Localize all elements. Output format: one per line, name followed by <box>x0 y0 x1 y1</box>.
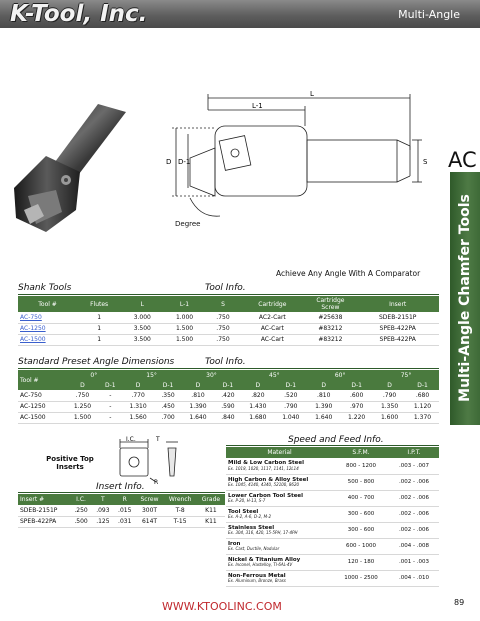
table-cell: 1.310 <box>122 401 155 412</box>
table-cell: #25638 <box>304 312 356 323</box>
sub-header: D <box>182 380 215 390</box>
material-cell <box>226 490 333 506</box>
table-cell: 1.500 <box>163 334 205 345</box>
angle-header: 15° <box>122 370 182 380</box>
table-cell: T-15 <box>163 516 196 527</box>
table-cell: 1.500 <box>66 412 99 423</box>
table-cell: SPEB-422PA <box>18 516 70 527</box>
page-number: 89 <box>454 598 465 607</box>
material-cell <box>226 458 333 474</box>
preset-title: Standard Preset Angle Dimensions <box>18 357 175 367</box>
shank-title: Shank Tools <box>18 283 72 293</box>
table-cell: .520 <box>274 390 307 401</box>
angle-header: 0° <box>66 370 122 380</box>
table-cell: SDEB-2151P <box>18 505 70 516</box>
table-cell: 1.640 <box>182 412 215 423</box>
table-cell: 1.120 <box>406 401 439 412</box>
table-cell: 3.000 <box>121 312 163 323</box>
table-cell: - <box>99 401 122 412</box>
table-row <box>18 505 225 516</box>
sub-header: D-1 <box>155 380 182 390</box>
material-cell <box>226 570 333 586</box>
table-cell: .810 <box>307 390 340 401</box>
material-example: Ex. 1045, 4140, 4340, 52100, 8620 <box>228 481 300 487</box>
sub-header: D <box>373 380 406 390</box>
insert-title: Insert Info. <box>96 482 145 492</box>
table-cell: .004 - .008 <box>389 538 439 554</box>
table-row <box>18 516 225 527</box>
tool-link[interactable]: AC-750 <box>18 312 77 323</box>
table-cell: .500 <box>70 516 92 527</box>
table-cell: 1 <box>77 323 121 334</box>
material-example: Ex. P-20, H-13, S-7 <box>228 497 266 503</box>
tool-photo-image <box>6 100 166 240</box>
table-cell: .002 - .006 <box>389 474 439 490</box>
material-name: High Carbon & Alloy Steel <box>228 476 309 483</box>
table-row <box>226 538 439 554</box>
table-cell: .840 <box>214 412 241 423</box>
col-header: Insert <box>356 296 439 312</box>
material-name: Stainless Steel <box>228 524 275 531</box>
table-cell: #83212 <box>304 323 356 334</box>
sub-header: D <box>66 380 99 390</box>
table-cell: SPEB-422PA <box>356 323 439 334</box>
table-cell: 1 <box>77 312 121 323</box>
table-cell: 1.640 <box>307 412 340 423</box>
table-cell: .700 <box>155 412 182 423</box>
table-cell: 1.350 <box>373 401 406 412</box>
table-cell: .350 <box>155 390 182 401</box>
table-row <box>226 458 439 474</box>
table-cell: .003 - .007 <box>389 458 439 474</box>
sub-header: D-1 <box>214 380 241 390</box>
table-cell: 614T <box>136 516 164 527</box>
table-cell: .001 - .003 <box>389 554 439 570</box>
insert-drawing <box>110 436 200 486</box>
table-cell: .031 <box>114 516 136 527</box>
col-header: S <box>206 296 241 312</box>
table-cell: 600 - 1000 <box>333 538 389 554</box>
table-row <box>18 334 439 345</box>
table-cell: .420 <box>214 390 241 401</box>
table-row <box>226 490 439 506</box>
speed-title: Speed and Feed Info. <box>288 435 384 445</box>
sub-header: D-1 <box>274 380 307 390</box>
angle-header: 75° <box>373 370 439 380</box>
material-name: Non-Ferrous Metal <box>228 572 286 579</box>
table-cell: AC-1250 <box>18 401 66 412</box>
table-cell: 120 - 180 <box>333 554 389 570</box>
table-row <box>226 570 439 586</box>
angle-header: 30° <box>182 370 242 380</box>
table-cell: .093 <box>92 505 114 516</box>
table-row <box>18 401 439 412</box>
table-cell: - <box>99 412 122 423</box>
material-cell <box>226 522 333 538</box>
material-name: Mild & Low Carbon Steel <box>228 460 305 467</box>
tool-link[interactable]: AC-1250 <box>18 323 77 334</box>
insert-rule <box>18 492 225 493</box>
table-cell: 1.390 <box>307 401 340 412</box>
table-row <box>226 522 439 538</box>
table-cell: .790 <box>274 401 307 412</box>
table-cell: 1.430 <box>241 401 274 412</box>
angle-header: 60° <box>307 370 373 380</box>
table-cell: 1.000 <box>163 312 205 323</box>
col-header: I.C. <box>70 494 92 505</box>
table-cell: 3.500 <box>121 323 163 334</box>
angle-header: 45° <box>241 370 307 380</box>
table-cell: SPEB-422PA <box>356 334 439 345</box>
table-cell: 1.040 <box>274 412 307 423</box>
table-cell: 1.560 <box>122 412 155 423</box>
table-cell: .590 <box>214 401 241 412</box>
table-cell: 1.500 <box>163 323 205 334</box>
table-cell: AC-750 <box>18 390 66 401</box>
dim-D-label: D <box>166 158 172 166</box>
table-cell: 500 - 800 <box>333 474 389 490</box>
dim-ic-label: I.C. <box>126 436 136 443</box>
table-cell: - <box>99 390 122 401</box>
col-header: T <box>92 494 114 505</box>
table-cell: .750 <box>206 334 241 345</box>
table-cell: AC-1500 <box>18 412 66 423</box>
table-cell: .750 <box>206 312 241 323</box>
table-cell: .770 <box>122 390 155 401</box>
dimension-drawing <box>160 88 445 263</box>
table-row <box>18 412 439 423</box>
table-cell: 1.390 <box>182 401 215 412</box>
table-cell: .970 <box>340 401 373 412</box>
material-name: Nickel & Titanium Alloy <box>228 556 301 563</box>
tool-link[interactable]: AC-1500 <box>18 334 77 345</box>
dim-S-label: S <box>423 158 428 166</box>
preset-rule <box>18 368 439 369</box>
sub-header: D <box>307 380 340 390</box>
col-header: I.P.T. <box>389 447 439 458</box>
table-cell: 1.370 <box>406 412 439 423</box>
sub-header: D <box>241 380 274 390</box>
dim-D1-label: D-1 <box>178 158 191 166</box>
material-name: Iron <box>228 540 241 547</box>
table-cell: K11 <box>197 505 225 516</box>
sub-header: D-1 <box>99 380 122 390</box>
table-cell: .125 <box>92 516 114 527</box>
positive-inserts-label: Positive Top Inserts <box>46 455 94 471</box>
col-header: Wrench <box>163 494 196 505</box>
table-cell: 800 - 1200 <box>333 458 389 474</box>
table-cell: .600 <box>340 390 373 401</box>
shank-rule <box>18 294 439 295</box>
table-cell: .820 <box>241 390 274 401</box>
table-cell: 1.600 <box>373 412 406 423</box>
table-cell: SDEB-2151P <box>356 312 439 323</box>
material-example: Ex. 1018, 1020, 1117, 1141, 12L14 <box>228 465 299 471</box>
material-example: Ex. Cast, Ductile, Nodular <box>228 545 280 551</box>
table-cell: 300T <box>136 505 164 516</box>
col-header: S.F.M. <box>333 447 389 458</box>
dim-L1-label: L-1 <box>252 102 263 110</box>
table-cell: .002 - .006 <box>389 506 439 522</box>
table-cell: .750 <box>206 323 241 334</box>
table-cell: AC-Cart <box>240 334 304 345</box>
dim-L-label: L <box>310 90 314 98</box>
table-row <box>226 506 439 522</box>
table-cell: AC2-Cart <box>240 312 304 323</box>
table-row <box>18 390 439 401</box>
table-row <box>18 323 439 334</box>
material-example: Ex. Aluminum, Bronze, Brass <box>228 577 286 583</box>
material-cell <box>226 506 333 522</box>
shank-subtitle: Tool Info. <box>205 283 246 293</box>
table-cell: .810 <box>182 390 215 401</box>
material-example: Ex. A-2, A-6, D-2, M-2 <box>228 513 272 519</box>
sub-header: D-1 <box>406 380 439 390</box>
degree-label: Degree <box>175 220 201 228</box>
table-cell: 1.220 <box>340 412 373 423</box>
table-cell: 1.250 <box>66 401 99 412</box>
footer-url-link[interactable]: WWW.KTOOLINC.COM <box>162 600 282 613</box>
material-example: Ex. 304, 316, 420, 15-5PH, 17-4PH <box>228 529 298 535</box>
table-cell: .004 - .010 <box>389 570 439 586</box>
material-name: Tool Steel <box>228 508 259 515</box>
col-header: Insert # <box>18 494 70 505</box>
table-cell: 1.680 <box>241 412 274 423</box>
shank-table <box>18 296 439 346</box>
header-title: Multi-Angle <box>398 8 460 21</box>
table-cell: 1000 - 2500 <box>333 570 389 586</box>
speed-table <box>226 447 439 587</box>
dim-r-label: R <box>154 479 159 486</box>
speed-rule <box>226 445 439 446</box>
sub-header: D <box>122 380 155 390</box>
table-cell: .015 <box>114 505 136 516</box>
preset-table <box>18 370 439 424</box>
table-cell: 1 <box>77 334 121 345</box>
material-cell <box>226 474 333 490</box>
material-cell <box>226 538 333 554</box>
col-header: Material <box>226 447 333 458</box>
table-row <box>18 312 439 323</box>
col-header: Flutes <box>77 296 121 312</box>
table-cell: 3.500 <box>121 334 163 345</box>
col-header: Screw <box>136 494 164 505</box>
table-cell: AC-Cart <box>240 323 304 334</box>
col-header: Cartridge Screw <box>304 296 356 312</box>
table-row <box>226 554 439 570</box>
sub-header: D-1 <box>340 380 373 390</box>
caption: Achieve Any Angle With A Comparator <box>276 269 421 278</box>
col-header: Tool # <box>18 296 77 312</box>
table-row <box>226 474 439 490</box>
table-cell: K11 <box>197 516 225 527</box>
table-cell: 300 - 600 <box>333 506 389 522</box>
col-header: R <box>114 494 136 505</box>
table-cell: .002 - .006 <box>389 522 439 538</box>
table-cell: .790 <box>373 390 406 401</box>
preset-subtitle: Tool Info. <box>205 357 246 367</box>
col-header: L <box>121 296 163 312</box>
material-name: Lower Carbon Tool Steel <box>228 492 304 499</box>
side-code: AC <box>448 148 477 172</box>
table-cell: T-8 <box>163 505 196 516</box>
table-cell: 300 - 600 <box>333 522 389 538</box>
table-cell: .680 <box>406 390 439 401</box>
col-header: Tool # <box>18 370 66 390</box>
header-band <box>0 0 480 28</box>
table-cell: 400 - 700 <box>333 490 389 506</box>
table-cell: .750 <box>66 390 99 401</box>
col-header: Cartridge <box>240 296 304 312</box>
col-header: L-1 <box>163 296 205 312</box>
table-cell: .002 - .006 <box>389 490 439 506</box>
side-label: Multi-Angle Chamfer Tools <box>457 194 473 402</box>
table-cell: .450 <box>155 401 182 412</box>
table-cell: .250 <box>70 505 92 516</box>
material-example: Ex. Inconel, Hastelloy, TI-6AL-4V <box>228 561 293 567</box>
brand-logo: K-Tool, Inc. <box>10 1 148 27</box>
table-cell: #83212 <box>304 334 356 345</box>
dim-t-label: T <box>156 436 160 443</box>
insert-table <box>18 494 225 528</box>
material-cell <box>226 554 333 570</box>
col-header: Grade <box>197 494 225 505</box>
